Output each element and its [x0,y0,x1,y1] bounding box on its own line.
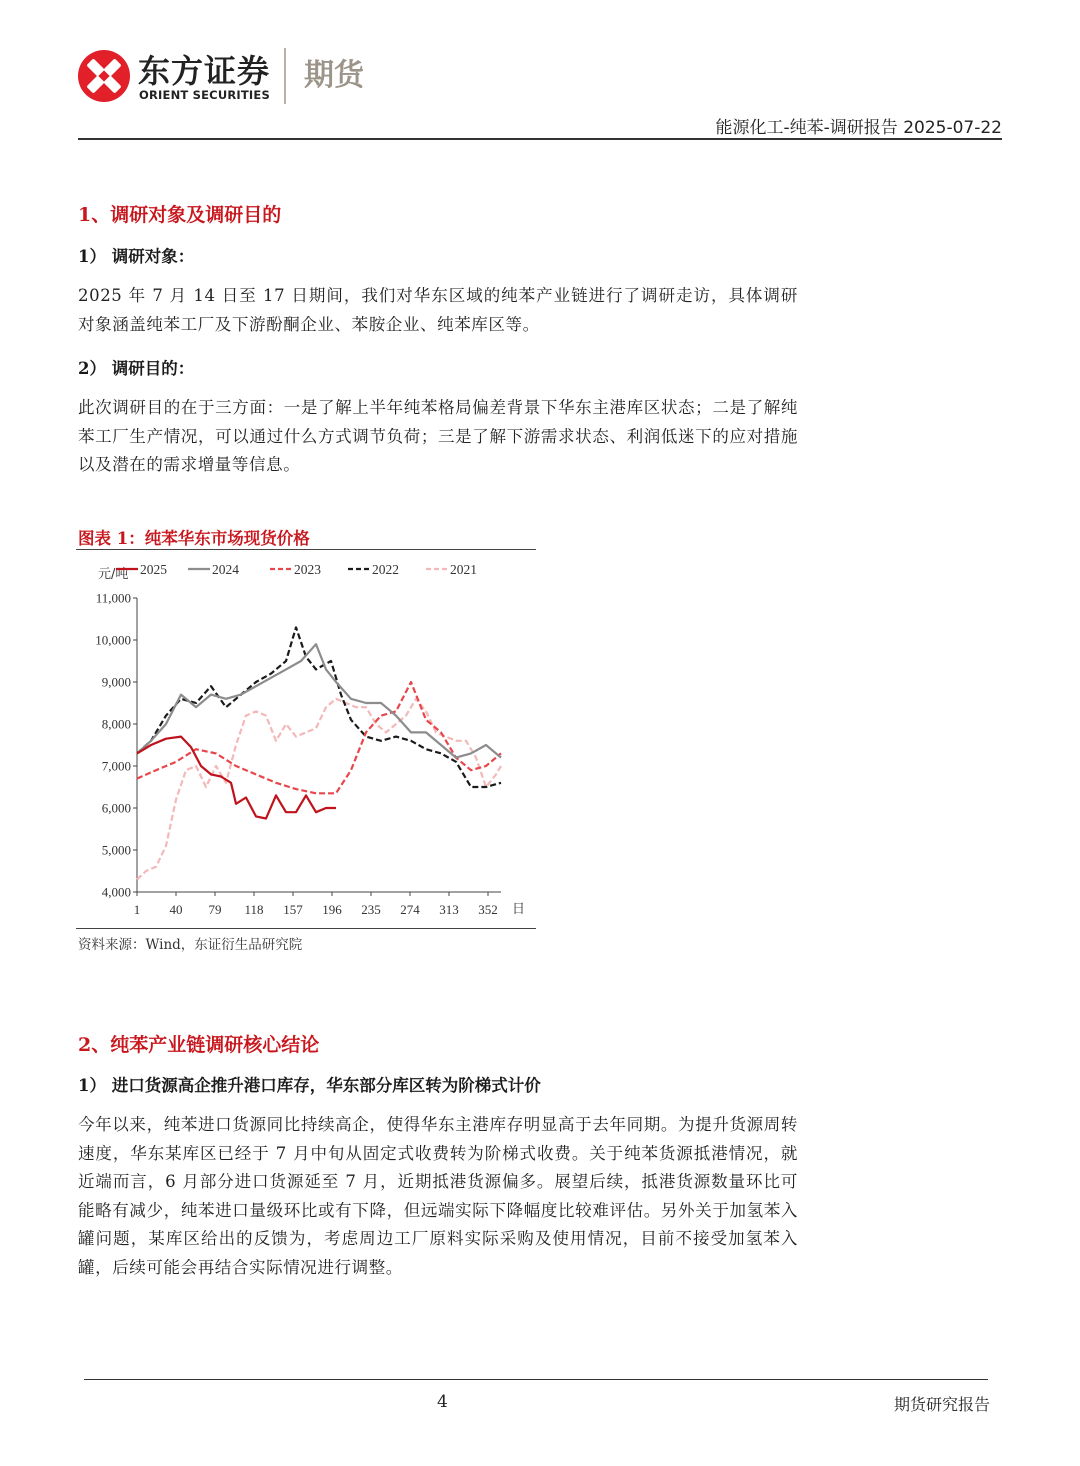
section-2-sub1-text: 今年以来，纯苯进口货源同比持续高企，使得华东主港库存明显高于去年同期。为提升货源周转速度，华东某库区已经于 7 月中旬从固定式收费转为阶梯式收费。关于纯苯货源抵港情况，就近端而言，6 月部分进口货源延至 7 月，近期抵港货源偏多。展望后续，抵港货源数量环比可能略有减少，纯苯进口量级环比或有下降，但远端实际下降幅度比较难评估。另外关于加氢苯入罐问题，某库区给出的反馈为，考虑周边工厂原料实际采购及使用情况，目前不接受加氢苯入罐，后续可能会再结合实际情况进行调整。 [78,1115,798,1277]
figure-1-title: 图表 1：纯苯华东市场现货价格 [78,529,310,548]
y-tick-label: 5,000 [101,842,131,858]
x-tick-label: 40 [169,902,183,917]
brand-divider [284,48,286,104]
series-line-2021 [137,699,501,880]
legend-label: 2025 [140,562,167,577]
section-1-sub1-title: 1） 调研对象： [78,247,195,266]
y-axis-label: 元/吨 [98,567,129,582]
section-1-sub1-text: 2025 年 7 月 14 日至 17 日期间，我们对华东区域的纯苯产业链进行了调研走访，具体调研对象涵盖纯苯工厂及下游酚酮企业、苯胺企业、纯苯库区等。 [78,286,798,334]
spot-price-chart [76,550,536,928]
x-tick-label: 79 [208,902,222,917]
legend-label: 2024 [212,562,239,577]
brand-name-cn: 东方证券 [138,52,271,90]
y-tick-label: 11,000 [95,590,131,606]
footer-divider [84,1379,988,1380]
legend-label: 2022 [372,562,399,577]
brand-logo [76,44,376,110]
y-tick-label: 9,000 [101,674,131,690]
x-tick-label: 352 [478,902,498,917]
brand-subtitle: 期货 [304,58,364,93]
section-1-sub2-title: 2） 调研目的： [78,359,195,378]
figure-1-source: 资料来源：Wind，东证衍生品研究院 [78,937,303,953]
legend-label: 2021 [450,562,477,577]
y-tick-label: 8,000 [101,716,131,732]
footer-label: 期货研究报告 [893,1395,990,1414]
section-2-title: 2、纯苯产业链调研核心结论 [78,1034,320,1056]
y-tick-label: 7,000 [101,758,131,774]
x-tick-label: 118 [244,902,264,917]
header-divider [78,138,1002,140]
report-tagline: 能源化工-纯苯-调研报告 2025-07-22 [715,118,1002,138]
y-tick-label: 10,000 [95,632,131,648]
page-number: 4 [437,1392,448,1412]
figure-bottom-rule [76,928,536,929]
x-tick-label: 274 [400,902,420,917]
y-tick-label: 4,000 [101,884,131,900]
legend-label: 2023 [294,562,321,577]
y-tick-label: 6,000 [101,800,131,816]
section-1-sub2-text: 此次调研目的在于三方面：一是了解上半年纯苯格局偏差背景下华东主港库区状态；二是了解纯苯工厂生产情况，可以通过什么方式调节负荷；三是了解下游需求状态、利润低迷下的应对措施以及潜在的需求增量等信息。 [78,398,798,474]
orient-securities-logo-icon [76,48,132,104]
x-tick-label: 196 [322,902,342,917]
x-tick-label: 235 [361,902,381,917]
section-2-sub1-title: 1） 进口货源高企推升港口库存，华东部分库区转为阶梯式计价 [78,1076,541,1095]
x-tick-label: 1 [133,902,141,917]
series-line-2025 [137,737,336,819]
x-tick-label: 313 [439,902,459,917]
section-1-title: 1、调研对象及调研目的 [78,204,282,226]
series-line-2023 [137,682,501,793]
x-tick-label: 157 [283,902,303,917]
brand-name-en: ORIENT SECURITIES [139,88,270,102]
x-axis-label: 日 [512,902,526,917]
